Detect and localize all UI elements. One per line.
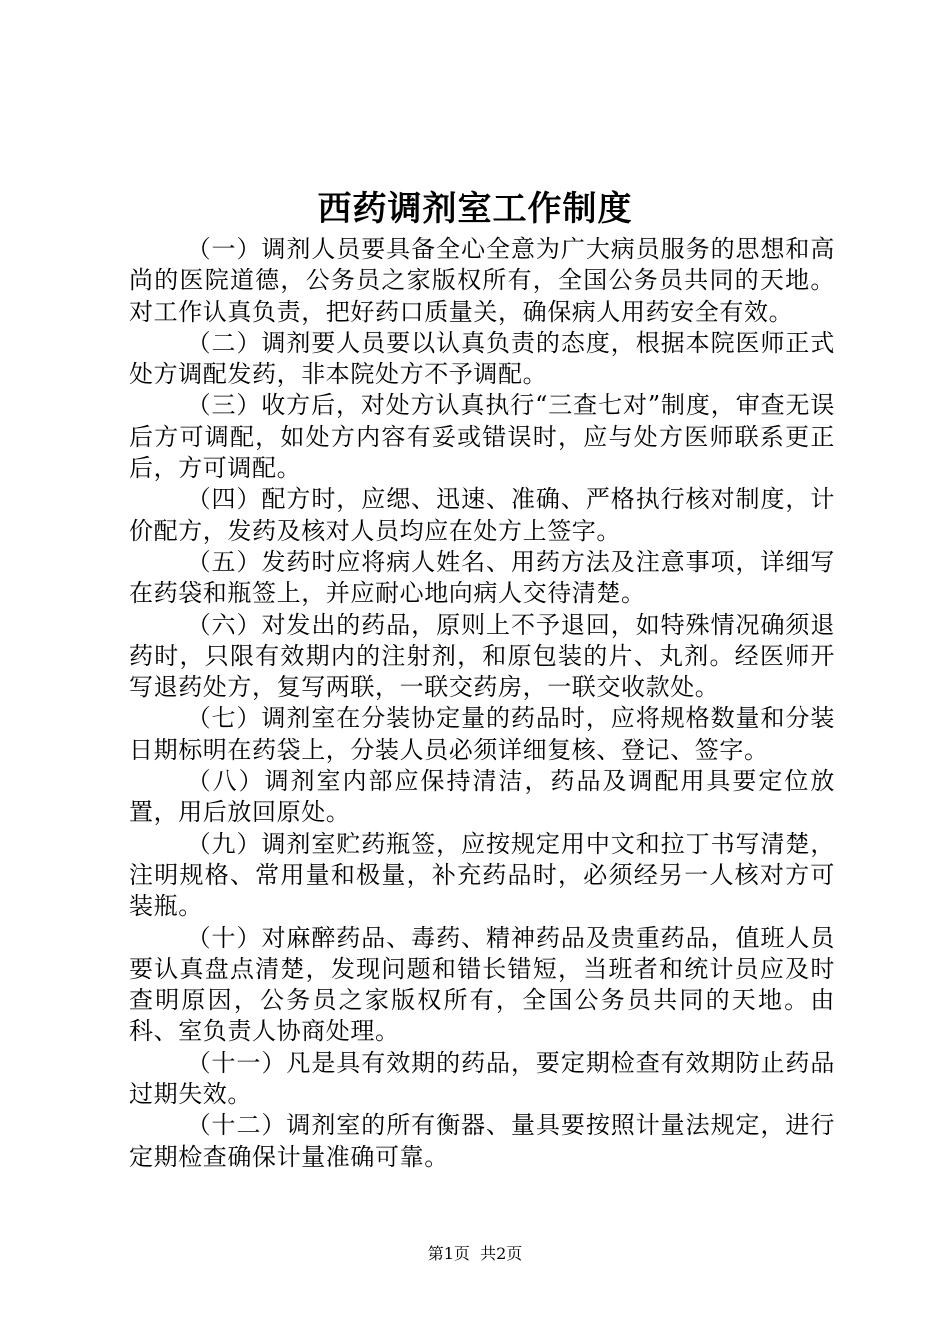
- paragraph-2: （二）调剂要人员要以认真负责的态度，根据本院医师正式处方调配发药，非本院处方不予调配。: [129, 328, 835, 389]
- paragraph-9: （九）调剂室贮药瓶签，应按规定用中文和拉丁书写清楚，注明规格、常用量和极量，补充药品时，必须经另一人核对方可装瓶。: [129, 829, 835, 921]
- paragraph-1: （一）调剂人员要具备全心全意为广大病员服务的思想和高尚的医院道德，公务员之家版权所有，全国公务员共同的天地。对工作认真负责，把好药口质量关，确保病人用药安全有效。: [129, 235, 835, 326]
- page-total: 共2页: [480, 1244, 523, 1263]
- paragraph-4: （四）配方时，应缌、迅速、准确、严格执行核对制度，计价配方，发药及核对人员均应在处方上签字。: [129, 485, 835, 545]
- document-body: [129, 234, 835, 1173]
- page-number: 第1页: [427, 1244, 470, 1263]
- paragraph-6: （六）对发出的药品，原则上不予退回，如特殊情况确须退药时，只限有效期内的注射剂，和原包装的片、丸剂。经医师开写退药处方，复写两联，一联交药房，一联交收款处。: [129, 610, 835, 702]
- paragraph-11: （十一）凡是具有效期的药品，要定期检查有效期防止药品过期失效。: [129, 1048, 835, 1109]
- paragraph-10: （十）对麻醉药品、毒药、精神药品及贵重药品，值班人员要认真盘点清楚，发现问题和错长错短，当班者和统计员应及时查明原因，公务员之家版权所有，全国公务员共同的天地。由科、室负责人协商处理。: [129, 923, 835, 1046]
- paragraph-7: （七）调剂室在分装协定量的药品时，应将规格数量和分装日期标明在药袋上，分装人员必须详细复核、登记、签字。: [129, 704, 835, 764]
- footer-spacer: [470, 1244, 480, 1263]
- document-title: 西药调剂室工作制度: [317, 189, 633, 229]
- page-footer: [0, 1243, 950, 1265]
- paragraph-8: （八）调剂室内部应保持清洁，药品及调配用具要定位放置，用后放回原处。: [129, 767, 835, 827]
- paragraph-5: （五）发药时应将病人姓名、用药方法及注意事项，详细写在药袋和瓶签上，并应耐心地向病人交待清楚。: [129, 547, 835, 608]
- paragraph-12: （十二）调剂室的所有衡器、量具要按照计量法规定，进行定期检查确保计量准确可靠。: [129, 1111, 835, 1171]
- paragraph-3: （三）收方后，对处方认真执行“三查七对”制度，审查无误后方可调配，如处方内容有妥或错误时，应与处方医师联系更正后，方可调配。: [129, 391, 835, 483]
